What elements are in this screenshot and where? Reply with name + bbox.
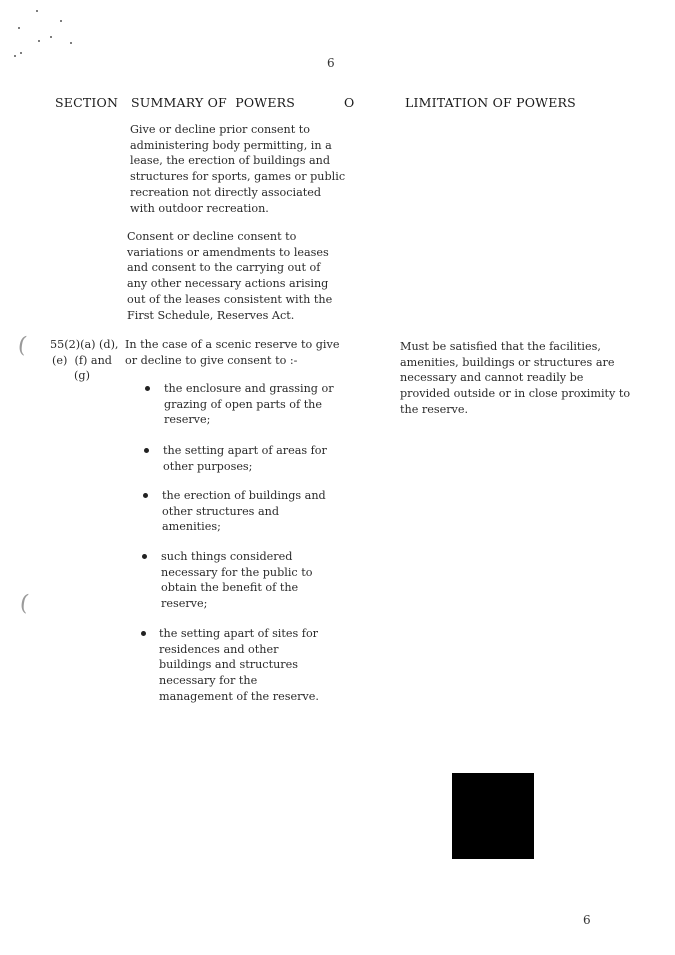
text-line: necessary and cannot readily be [400,371,584,385]
bullet-item-3 [162,488,326,535]
bullet-item-1 [164,381,334,428]
text-line: grazing of open parts of the [164,397,323,411]
text-line: such things considered [161,550,293,563]
scan-speck [50,36,52,38]
scan-speck [14,55,16,57]
header-marker: O [344,95,355,110]
text-line: administering body permitting, in a [130,138,332,152]
scan-speck [70,42,72,44]
text-line: lease, the erection of buildings and [130,154,331,168]
text-line: amenities; [162,520,221,534]
text-line: the setting apart of areas for [163,444,327,457]
text-line: the reserve. [400,402,469,416]
text-line: structures for sports, games or public [130,170,346,184]
text-line: Give or decline prior consent to [130,123,311,136]
scan-speck [36,10,38,12]
text-line: variations or amendments to leases [127,245,329,259]
text-line: In the case of a scenic reserve to give [125,338,340,351]
scan-speck [18,27,20,29]
text-line: residences and other [159,642,279,656]
text-line: with outdoor recreation. [130,201,269,215]
text-line: First Schedule, Reserves Act. [127,308,295,322]
redaction-block [452,773,534,859]
header-limitation-of-powers: LIMITATION OF POWERS [405,95,576,110]
scan-speck [38,40,40,42]
bullet-item-2 [163,443,327,474]
text-line: amenities, buildings or structures are [400,355,615,369]
text-line: out of the leases consistent with the [127,292,333,306]
text-line: recreation not directly associated [130,185,322,199]
text-line: the erection of buildings and [162,489,326,502]
bullet-item-5 [159,626,319,705]
summary-paragraph-2 [127,229,332,323]
scan-speck [60,20,62,22]
text-line: 55(2)(a) (d), [50,338,119,351]
text-line: reserve; [161,597,208,611]
text-line: other structures and [162,504,280,518]
limitation-text [400,339,630,418]
text-line: the enclosure and grassing or [164,382,334,395]
text-line: any other necessary actions arising [127,277,329,291]
bullet-point [143,493,148,498]
text-line: management of the reserve. [159,689,319,703]
summary-paragraph-1 [130,122,345,216]
page-number-bottom: 6 [583,913,591,927]
text-line: the setting apart of sites for [159,627,319,640]
text-line: buildings and structures [159,658,298,672]
section-reference [50,337,119,384]
bullet-point [141,631,146,636]
text-line: reserve; [164,413,211,427]
scan-speck [20,52,22,54]
text-line: (g) [74,369,90,383]
text-line: necessary for the [159,674,258,688]
text-line: Must be satisfied that the facilities, [400,340,601,353]
hole-punch-mark: ( [18,590,31,617]
page-number-top: 6 [327,56,335,70]
hole-punch-mark: ( [16,332,29,359]
text-line: obtain the benefit of the [161,581,299,595]
text-line: provided outside or in close proximity to [400,387,631,401]
scenic-reserve-intro [125,337,339,368]
text-line: (e) (f) and [52,353,112,367]
text-line: necessary for the public to [161,565,313,579]
bullet-item-4 [161,549,313,612]
bullet-point [145,386,150,391]
header-summary-of-powers: SUMMARY OF POWERS [131,95,296,110]
text-line: other purposes; [163,459,253,473]
text-line: and consent to the carrying out of [127,261,321,275]
text-line: Consent or decline consent to [127,230,297,243]
bullet-point [142,554,147,559]
header-section: SECTION [55,95,119,110]
bullet-point [144,448,149,453]
text-line: or decline to give consent to :- [125,353,298,367]
